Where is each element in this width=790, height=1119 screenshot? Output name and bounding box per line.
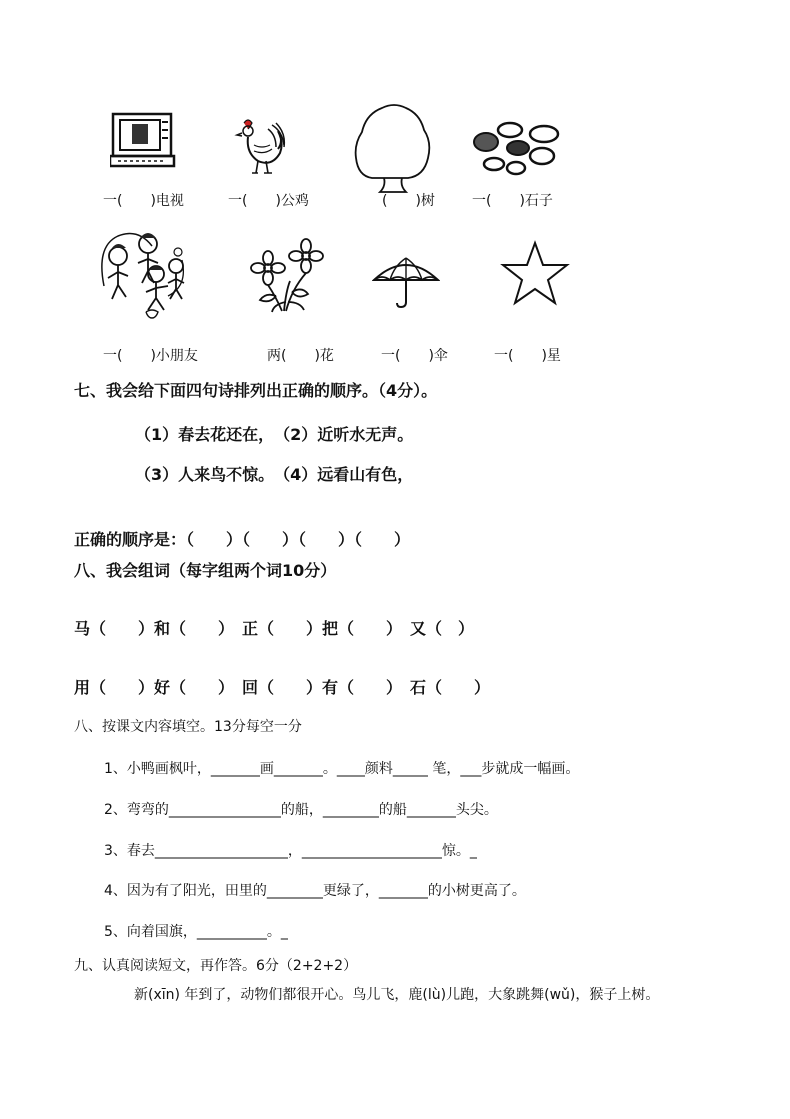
- fill-item-5: 5、向着国旗，__________。_: [104, 924, 288, 940]
- umbrella-icon: [372, 256, 440, 308]
- section9-title: 九、认真阅读短文，再作答。6分（2+2+2）: [74, 958, 358, 974]
- flower-icon: [248, 236, 328, 316]
- caption-stones: 一( )石子: [472, 193, 553, 209]
- section7-answer: 正确的顺序是：（ ）（ ）（ ）（ ）: [74, 530, 411, 549]
- children-picture: [98, 226, 198, 322]
- caption-star: 一( )星: [494, 348, 561, 364]
- fill-item-3: 3、春去___________________，____________________惊。_: [104, 843, 477, 859]
- fill-item-2: 2、弯弯的________________的船，________的船_______头尖。: [104, 802, 498, 818]
- umbrella-picture: [372, 256, 440, 308]
- section8a-title: 八、我会组词（每字组两个词10分）: [74, 561, 337, 580]
- reading-passage: 新(xīn) 年到了，动物们都很开心。鸟儿飞，鹿(lù)儿跑，大象跳舞(wǔ)，猴子上树。: [134, 987, 660, 1003]
- flower-picture: [248, 236, 328, 316]
- tree-picture: [352, 104, 434, 196]
- caption-rooster: 一( )公鸡: [228, 193, 309, 209]
- caption-children: 一( )小朋友: [103, 348, 198, 364]
- fill-item-4: 4、因为有了阳光，田里的________更绿了，_______的小树更高了。: [104, 883, 526, 899]
- caption-television: 一( )电视: [103, 193, 184, 209]
- stones-icon: [472, 118, 564, 178]
- section7-title: 七、我会给下面四句诗排列出正确的顺序。（4分）。: [74, 381, 438, 400]
- section7-line-1: （1）春去花还在， （2）近听水无声。: [135, 425, 414, 444]
- caption-flower: 两( )花: [267, 348, 334, 364]
- fill-item-1: 1、小鸭画枫叶，_______画_______。____颜料_____ 笔，___步就成一幅画。: [104, 761, 580, 777]
- stones-picture: [472, 118, 564, 178]
- tree-icon: [352, 104, 434, 196]
- children-icon: [98, 226, 198, 322]
- section8b-title: 八、按课文内容填空。13分每空一分: [74, 719, 302, 735]
- rooster-picture: [234, 115, 290, 177]
- caption-umbrella: 一( )伞: [381, 348, 448, 364]
- television-icon: [110, 112, 176, 168]
- rooster-icon: [234, 115, 290, 177]
- television-picture: [110, 112, 176, 168]
- caption-tree: ( )树: [382, 193, 435, 209]
- section8a-row-2: 用（ ）好（ ） 回（ ）有（ ） 石（ ）: [74, 678, 491, 697]
- section7-line-2: （3）人来鸟不惊。 （4）远看山有色，: [135, 465, 414, 484]
- star-icon: [500, 240, 570, 306]
- star-picture: [500, 240, 570, 306]
- section8a-row-1: 马（ ）和（ ） 正（ ）把（ ） 又（ ）: [74, 619, 475, 638]
